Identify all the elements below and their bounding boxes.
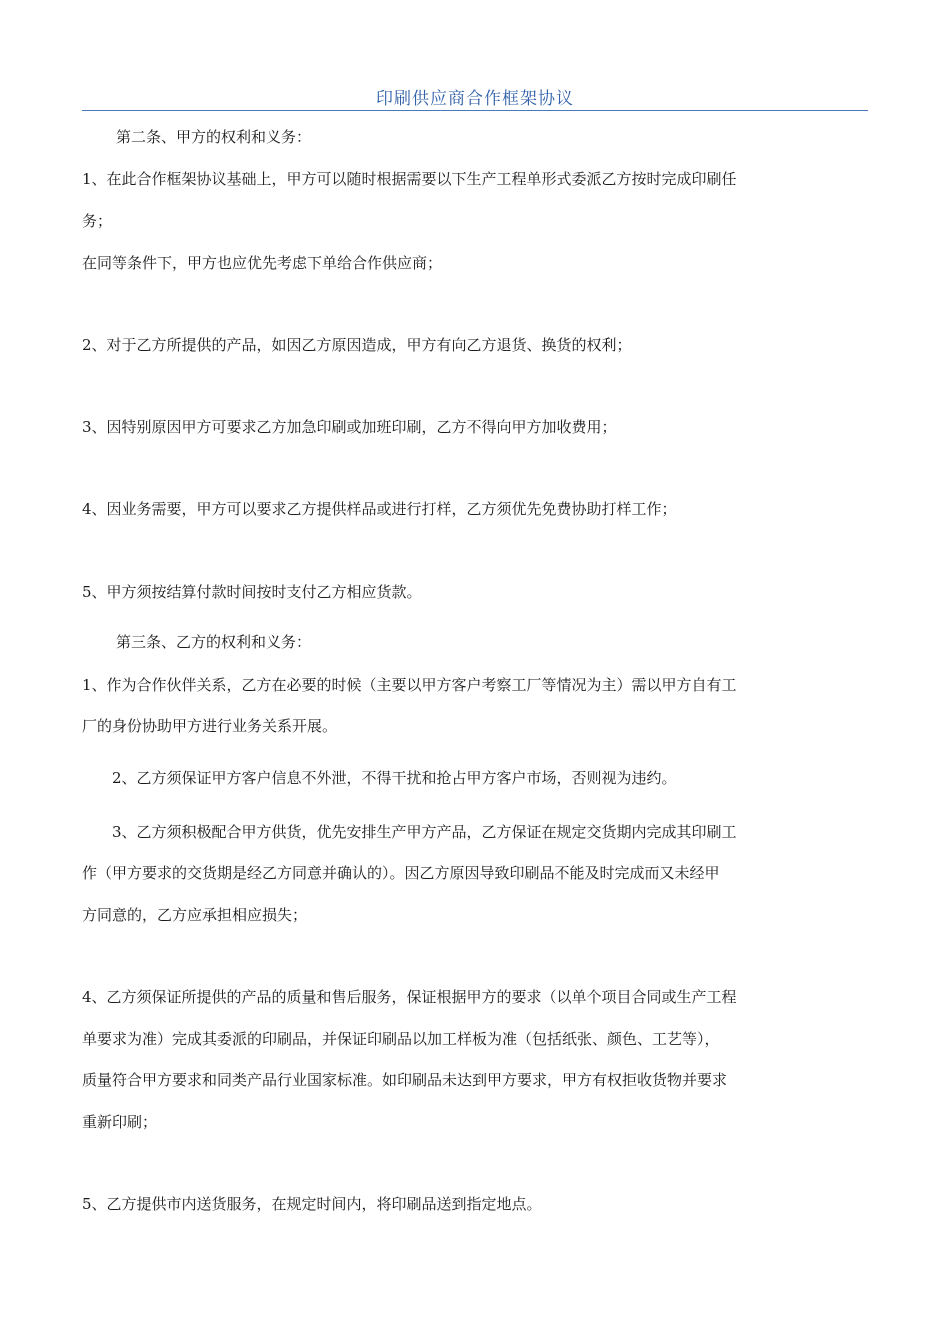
- article-3-clause-5: 5、乙方提供市内送货服务，在规定时间内，将印刷品送到指定地点。: [82, 1195, 542, 1213]
- article-2-clause-2: 2、对于乙方所提供的产品，如因乙方原因造成，甲方有向乙方退货、换货的权利；: [82, 336, 632, 354]
- article-3-clause-3-line-1: 3、乙方须积极配合甲方供货，优先安排生产甲方产品，乙方保证在规定交货期内完成其印刷工: [112, 823, 737, 841]
- article-2-clause-4: 4、因业务需要，甲方可以要求乙方提供样品或进行打样，乙方须优先免费协助打样工作；: [82, 500, 677, 518]
- article-3-clause-3-line-2: 作（甲方要求的交货期是经乙方同意并确认的）。因乙方原因导致印刷品不能及时完成而又未经甲: [82, 864, 720, 882]
- article-3-heading: 第三条、乙方的权利和义务：: [116, 633, 312, 651]
- article-2-clause-3: 3、因特别原因甲方可要求乙方加急印刷或加班印刷，乙方不得向甲方加收费用；: [82, 418, 617, 436]
- article-3-clause-1-line-2: 厂的身份协助甲方进行业务关系开展。: [82, 717, 338, 735]
- article-2-clause-1-line-3: 在同等条件下，甲方也应优先考虑下单给合作供应商；: [82, 254, 443, 272]
- article-3-clause-4-line-2: 单要求为准）完成其委派的印刷品，并保证印刷品以加工样板为准（包括纸张、颜色、工艺等），: [82, 1030, 720, 1048]
- article-3-clause-1-line-1: 1、作为合作伙伴关系，乙方在必要的时候（主要以甲方客户考察工厂等情况为主）需以甲方自有工: [82, 676, 737, 694]
- article-2-clause-5: 5、甲方须按结算付款时间按时支付乙方相应货款。: [82, 583, 422, 601]
- article-2-clause-1-line-2: 务；: [82, 212, 113, 230]
- page-header: [82, 80, 868, 111]
- article-3-clause-3-line-3: 方同意的，乙方应承担相应损失；: [82, 906, 308, 924]
- article-3-clause-4-line-3: 质量符合甲方要求和同类产品行业国家标准。如印刷品未达到甲方要求，甲方有权拒收货物并要求: [82, 1071, 728, 1089]
- article-2-clause-1-line-1: 1、在此合作框架协议基础上，甲方可以随时根据需要以下生产工程单形式委派乙方按时完成印刷任: [82, 170, 737, 188]
- article-3-clause-2: 2、乙方须保证甲方客户信息不外泄，不得干扰和抢占甲方客户市场，否则视为违约。: [112, 769, 677, 787]
- article-2-heading: 第二条、甲方的权利和义务：: [116, 128, 312, 146]
- article-3-clause-4-line-4: 重新印刷；: [82, 1113, 158, 1131]
- page-title: 印刷供应商合作框架协议: [376, 89, 574, 109]
- article-3-clause-4-line-1: 4、乙方须保证所提供的产品的质量和售后服务，保证根据甲方的要求（以单个项目合同或生产工程: [82, 988, 737, 1006]
